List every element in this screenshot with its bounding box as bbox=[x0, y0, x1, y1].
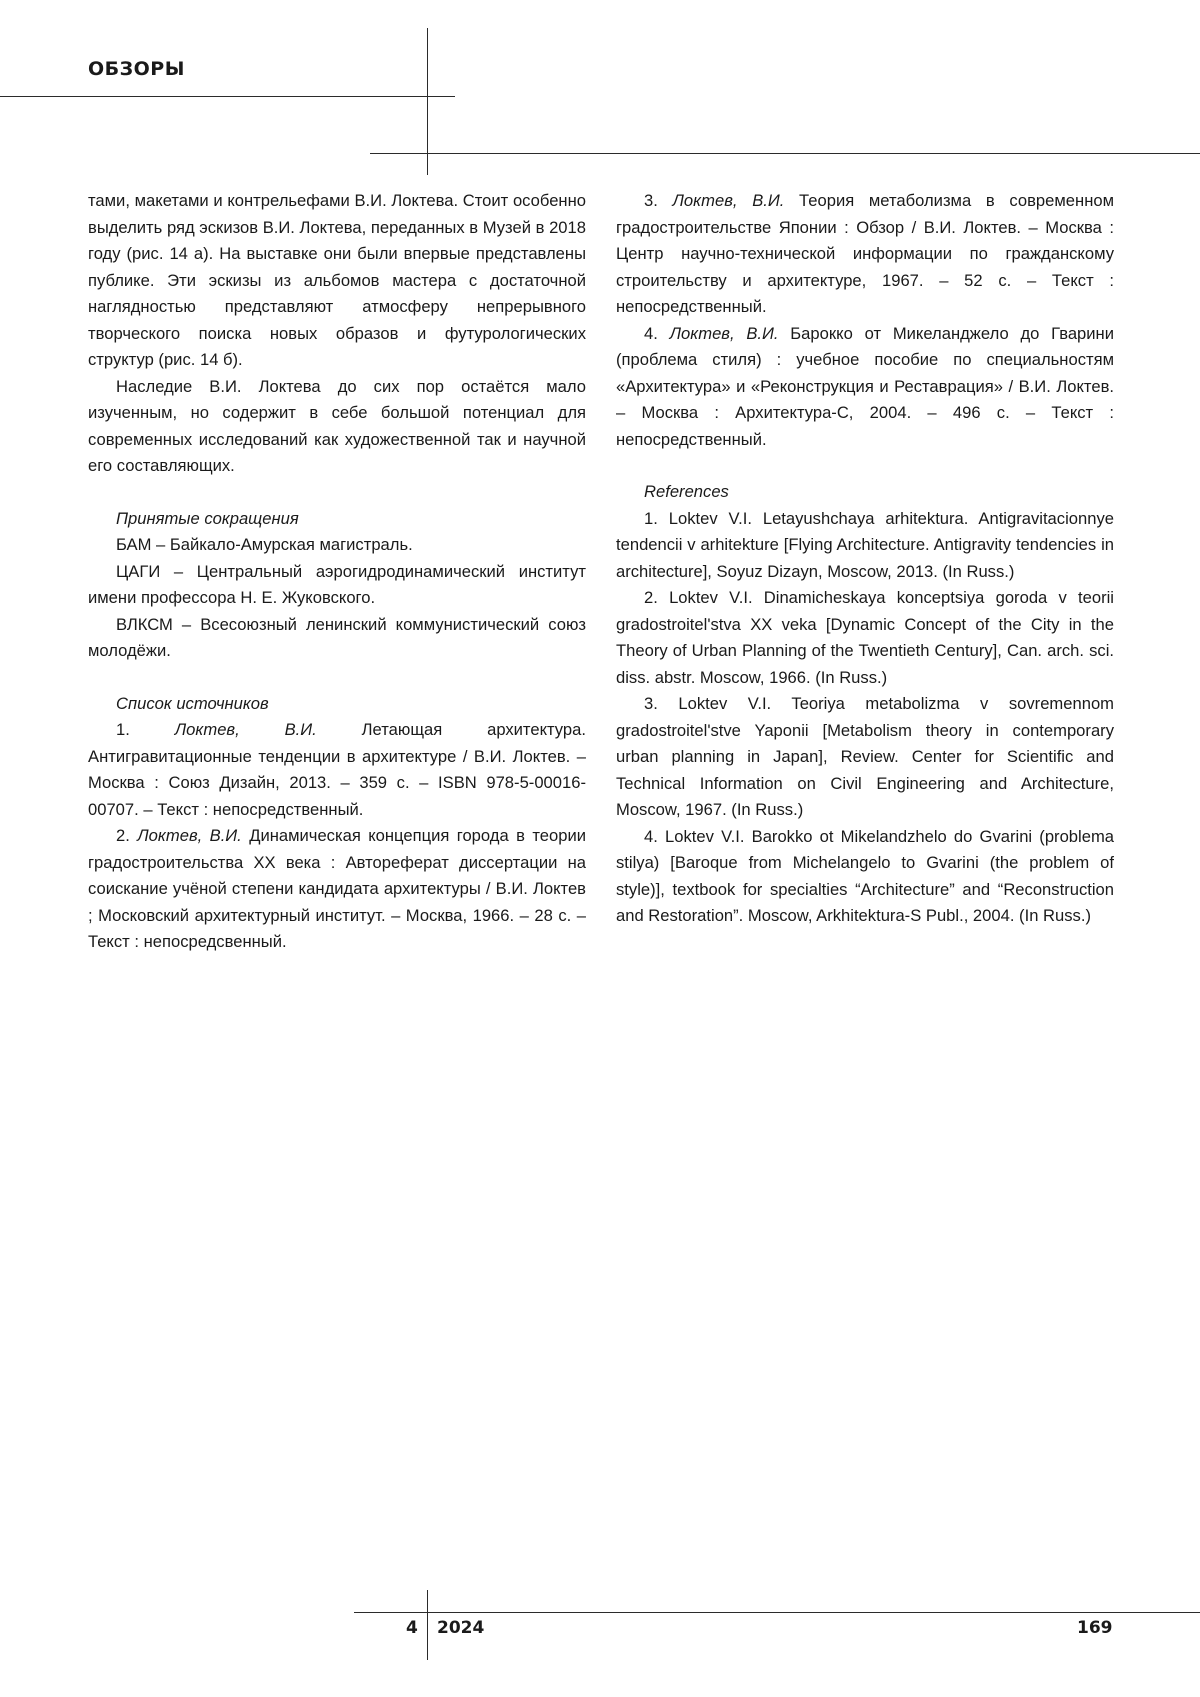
footer-vertical-rule bbox=[427, 1590, 428, 1660]
reference-item: 3. Loktev V.I. Teoriya metabolizma v sovremennom gradostroitel'stve Yaponii [Metabolism theory in contemporary urban planning in Japan], Review. Center for Scientific and Technical Information on Civil Engineering and Architecture, Moscow, 1967. (In Russ.) bbox=[616, 694, 1114, 819]
header-horizontal-rule bbox=[0, 96, 455, 97]
source-text: Теория метаболизма в современном градостроительстве Японии : Обзор / В.И. Локтев. – Москва : Центр научно-технической информации по гражданскому строительству и архитектуре, 1967. – 52 с. – Текст : непосредственный. bbox=[616, 191, 1114, 316]
footer-horizontal-rule bbox=[354, 1612, 1200, 1613]
body-paragraph: Наследие В.И. Локтева до сих пор остаётся мало изученным, но содержит в себе большой потенциал для современных исследований как художественной так и научной его составляющих. bbox=[88, 376, 586, 475]
footer-year: 2024 bbox=[437, 1618, 485, 1638]
reference-item: 4. Loktev V.I. Barokko ot Mikelandzhelo do Gvarini (problema stilya) [Baroque from Michelangelo to Gvarini (the problem of style)], textbook for specialties “Architecture” and “Reconstruction and Restoration”. Moscow, Arkhitektura-S Publ., 2004. (In Russ.) bbox=[616, 826, 1114, 925]
sources-heading: Список источников bbox=[116, 693, 269, 713]
source-text: Летающая архитектура. Антигравитационные тенденции в архитектуре / В.И. Локтев. – Москва : Союз Дизайн, 2013. – 359 с. – ISBN 978-5-00016-00707. – Текст : непосредственный. bbox=[88, 720, 586, 819]
abbreviation-item: БАМ – Байкало-Амурская магистраль. bbox=[116, 535, 413, 554]
source-number: 4. bbox=[644, 323, 658, 343]
source-author: Локтев, В.И. bbox=[174, 720, 317, 739]
body-paragraph: тами, макетами и контрельефами В.И. Локтева. Стоит особенно выделить ряд эскизов В.И. Локтева, переданных в Музей в 2018 году (рис. 14 а). На выставке они были впервые представлены публике. Эти эскизы из альбомов мастера с достаточной наглядностью представляют атмосферу непрерывного творческого поиска новых образов и футурологических структур (рис. 14 б). bbox=[88, 191, 586, 369]
source-number: 2. bbox=[116, 826, 130, 845]
source-text: Барокко от Микеланджело до Гварини (проблема стиля) : учебное пособие по специальностям «Архитектура» и «Реконструкция и Реставрация» / В.И. Локтев. – Москва : Архитектура-С, 2004. – 496 с. – Текст : непосредственный. bbox=[616, 323, 1114, 449]
source-number: 1. bbox=[116, 720, 130, 739]
source-item bbox=[88, 823, 586, 956]
source-item bbox=[616, 188, 1114, 321]
footer-page-number: 169 bbox=[1077, 1618, 1113, 1638]
left-column bbox=[88, 188, 586, 956]
footer-issue-number: 4 bbox=[406, 1618, 418, 1638]
reference-item: 1. Loktev V.I. Letayushchaya arhitektura. Antigravitacionnye tendencii v arhitekture [Flying Architecture. Antigravity tendencies in architecture], Soyuz Dizayn, Moscow, 2013. (In Russ.) bbox=[616, 508, 1114, 581]
source-author: Локтев, В.И. bbox=[137, 826, 242, 845]
reference-item: 2. Loktev V.I. Dinamicheskaya konceptsiya goroda v teorii gradostroitel'stva XX veka [Dynamic Concept of the City in the Theory of Urban Planning of the Twentieth Century], Can. arch. sci. diss. abstr. Moscow, 1966. (In Russ.) bbox=[616, 588, 1114, 687]
abbreviation-item: ВЛКСМ – Всесоюзный ленинский коммунистический союз молодёжи. bbox=[88, 614, 586, 660]
source-item bbox=[88, 717, 586, 823]
source-author: Локтев, В.И. bbox=[669, 323, 779, 343]
right-column bbox=[616, 188, 1114, 930]
section-title: ОБЗОРЫ bbox=[88, 58, 185, 80]
references-heading: References bbox=[644, 482, 729, 501]
source-item bbox=[616, 321, 1114, 454]
abbreviations-heading: Принятые сокращения bbox=[116, 508, 299, 528]
source-author: Локтев, В.И. bbox=[672, 191, 785, 210]
source-text: Динамическая концепция города в теории градостроительства XX века : Автореферат диссертации на соискание учёной степени кандидата архитектуры / В.И. Локтев ; Московский архитектурный институт. – Москва, 1966. – 28 с. – Текст : непосредсвенный. bbox=[88, 826, 586, 951]
source-number: 3. bbox=[644, 191, 658, 210]
header-lower-rule bbox=[370, 153, 1200, 154]
abbreviation-item: ЦАГИ – Центральный аэрогидродинамический институт имени профессора Н. Е. Жуковского. bbox=[88, 561, 586, 607]
